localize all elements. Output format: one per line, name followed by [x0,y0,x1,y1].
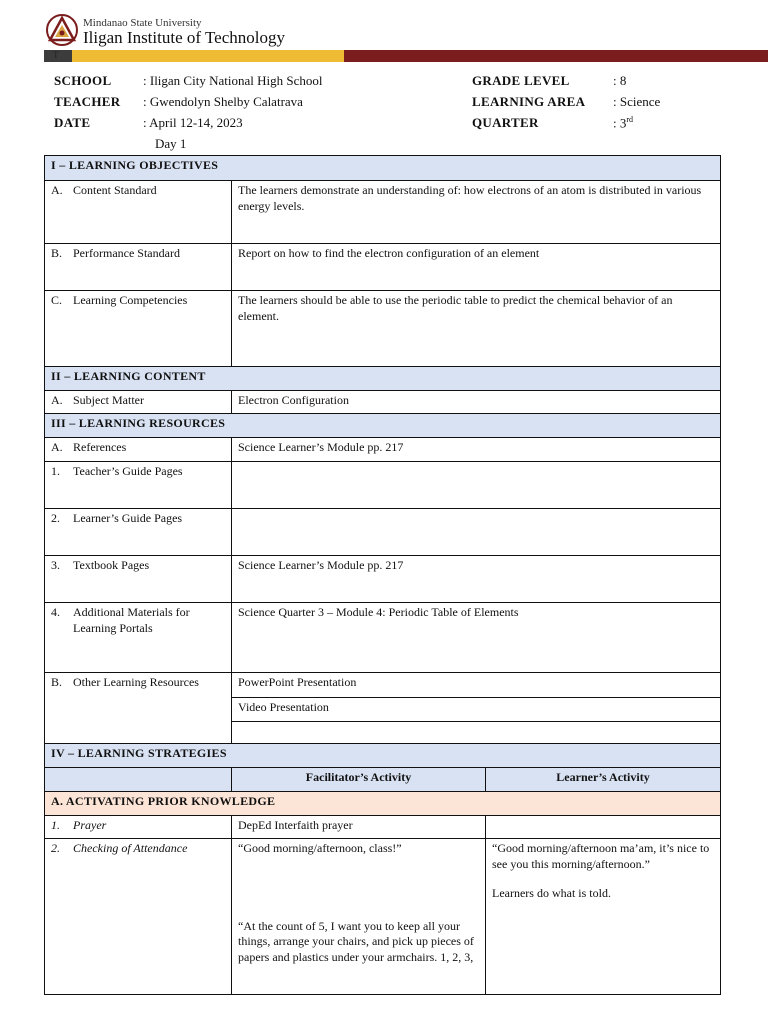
facilitator-instruction: “At the count of 5, I want you to keep all your things, arrange your chairs, and pick up pieces of papers and plastics under your armchairs. 1, 2, 3, [238,918,474,964]
other-resource-item [232,722,721,744]
lesson-plan-table [44,155,721,995]
learner-guide-text [232,509,721,556]
header-bar-gold [72,50,344,62]
quarter-value: : 3rd [613,115,634,131]
textbook-text: Science Learner’s Module pp. 217 [232,556,721,603]
grade-value: : 8 [613,73,627,88]
other-resources-label: B. Other Learning Resources [45,673,232,744]
teacher-guide-text [232,462,721,509]
additional-materials-text: Science Quarter 3 – Module 4: Periodic Table of Elements [232,603,721,673]
competencies-text: The learners should be able to use the periodic table to predict the chemical behavior of an element. [232,291,721,367]
textbook-label: 3. Textbook Pages [45,556,232,603]
section-activating-prior-knowledge: A. ACTIVATING PRIOR KNOWLEDGE [45,792,721,816]
area-value: : Science [613,94,661,109]
performance-standard-label: B. Performance Standard [45,244,232,291]
date-value: : April 12-14, 2023 [143,115,243,130]
teacher-label: TEACHER [54,94,121,109]
section-learning-content: II – LEARNING CONTENT [45,367,721,391]
section-learning-objectives: I – LEARNING OBJECTIVES [45,156,721,181]
school-value: : Iligan City National High School [143,73,323,88]
facilitator-greeting: “Good morning/afternoon, class!” [238,841,402,855]
subject-matter-label: A. Subject Matter [45,391,232,414]
header-mark: T [53,50,59,60]
references-text: Science Learner’s Module pp. 217 [232,438,721,462]
other-resource-item: Video Presentation [232,698,721,722]
content-standard-label: A. Content Standard [45,181,232,244]
performance-standard-text: Report on how to find the electron configuration of an element [232,244,721,291]
attendance-label: 2. Checking of Attendance [45,839,232,995]
quarter-label: QUARTER [472,115,539,130]
grade-label: GRADE LEVEL [472,73,570,88]
section-learning-strategies: IV – LEARNING STRATEGIES [45,744,721,768]
attendance-learner [486,839,721,995]
date-label: DATE [54,115,91,130]
prayer-label: 1. Prayer [45,816,232,839]
header-bar-maroon [344,50,768,62]
area-label: LEARNING AREA [472,94,586,109]
learner-response: Learners do what is told. [492,886,611,900]
strategies-header-blank [45,768,232,792]
prayer-facilitator: DepEd Interfaith prayer [232,816,486,839]
content-standard-text: The learners demonstrate an understanding of: how electrons of an atom is distributed in various energy levels. [232,181,721,244]
learner-column-header: Learner’s Activity [486,768,721,792]
university-name: Mindanao State University [83,17,202,29]
references-label: A. References [45,438,232,462]
teacher-value: : Gwendolyn Shelby Calatrava [143,94,303,109]
attendance-facilitator [232,839,486,995]
other-resource-item: PowerPoint Presentation [232,673,721,698]
additional-materials-label: 4. Additional Materials for Learning Portals [45,603,232,673]
learner-greeting: “Good morning/afternoon ma’am, it’s nice to see you this morning/afternoon.” [492,841,710,871]
section-learning-resources: III – LEARNING RESOURCES [45,414,721,438]
day-value: Day 1 [155,136,187,151]
teacher-guide-label: 1. Teacher’s Guide Pages [45,462,232,509]
learner-guide-label: 2. Learner’s Guide Pages [45,509,232,556]
school-label: SCHOOL [54,73,112,88]
university-logo [46,14,78,46]
facilitator-column-header: Facilitator’s Activity [232,768,486,792]
subject-matter-text: Electron Configuration [232,391,721,414]
prayer-learner [486,816,721,839]
competencies-label: C. Learning Competencies [45,291,232,367]
institute-name: Iligan Institute of Technology [83,28,285,47]
